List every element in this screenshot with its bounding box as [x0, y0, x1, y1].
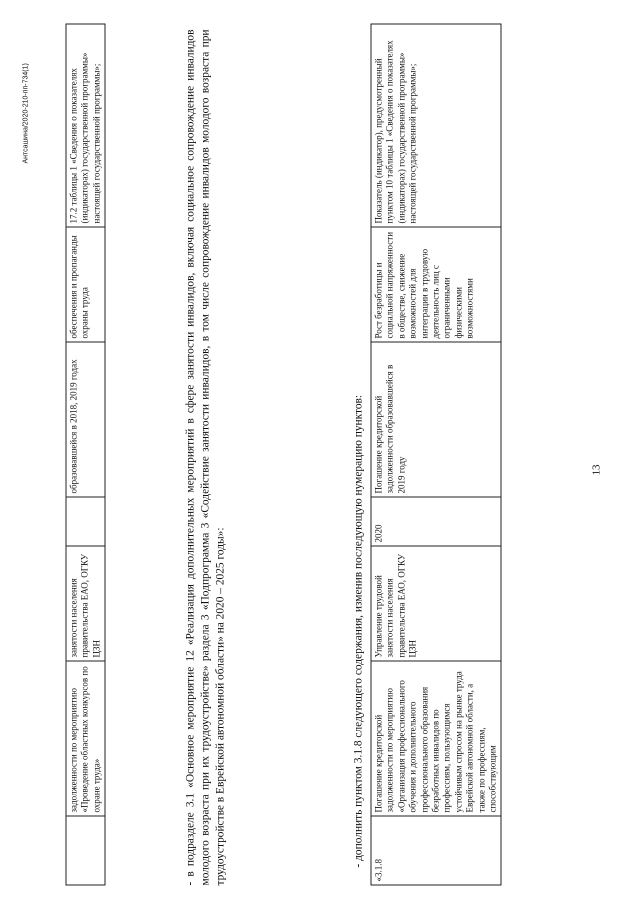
program-table-fragment-top [65, 23, 105, 885]
table-cell-number: «3.1.8 [371, 816, 501, 885]
table-cell-executor: Управление трудовой занятости населения правительства ЕАО, ОГКУ ЦЗН [371, 546, 501, 661]
amendment-paragraph: - в подразделе 3.1 «Основное мероприятие 12 «Реализация дополнительных мероприятий в сфере занятости инвалидов, включая социальное сопровождение инвалидов молодого возраста при их трудоустройстве» раздела 3 «Подпрограмма 3 «Содействие занятости инвалидов, в том числе сопровождение инвалидов молодого возраста при трудоустройстве в Еврейской автономной области» на 2020 – 2025 годы»: [184, 29, 227, 885]
document-code: Антсашина/2020-210-пп-734(1) [22, 62, 29, 163]
table-cell-result: Погашение кредиторской задолженности образовавшейся в 2019 году [371, 342, 501, 497]
table-cell-indicator: Показатель (индикатор), предусмотренный пунктом 10 таблицы 1 «Сведения о показателях (индикаторах) государственной программы» настоящей государственной программы»; [371, 24, 501, 227]
table-cell-period [66, 497, 105, 546]
table-cell-result: образовавшейся в 2018, 2019 годах [66, 342, 105, 497]
table-cell-activity: задолженности по мероприятию «Проведение областных конкурсов по охране труда» [66, 661, 105, 816]
table-cell-number [66, 816, 105, 885]
amendment-instruction: - дополнить пунктом 3.1.8 следующего содержания, изменив последующую нумерацию пунктов: [352, 394, 364, 867]
program-table-fragment-new-item [370, 23, 501, 885]
table-cell-consequences: обеспечения и пропаганды охраны труда [66, 227, 105, 342]
page-number: 13 [590, 464, 602, 475]
table-cell-activity: Погашение кредиторской задолженности по мероприятию «Организация профессионального обучения и дополнительного профессионального образования безработных инвалидов по профессиям, пользующимся устойчивым спросом на рынке труда Еврейской автономной области, а также по профессиям, способствующим [371, 661, 501, 816]
table-cell-indicator: 17.2 таблицы 1 «Сведения о показателях (индикаторах) государственной программы» настоящей государственной программы»; [66, 24, 105, 227]
table-cell-period: 2020 [371, 497, 501, 546]
table-cell-consequences: Рост безработицы и социальной напряженности в обществе, снижение возможностей для интеграции в трудовую деятельность лиц с ограниченными физическими возможностями [371, 227, 501, 342]
table-row [66, 24, 105, 885]
table-cell-executor: занятости населения правительства ЕАО, ОГКУ ЦЗН [66, 546, 105, 661]
table-row [371, 24, 501, 885]
